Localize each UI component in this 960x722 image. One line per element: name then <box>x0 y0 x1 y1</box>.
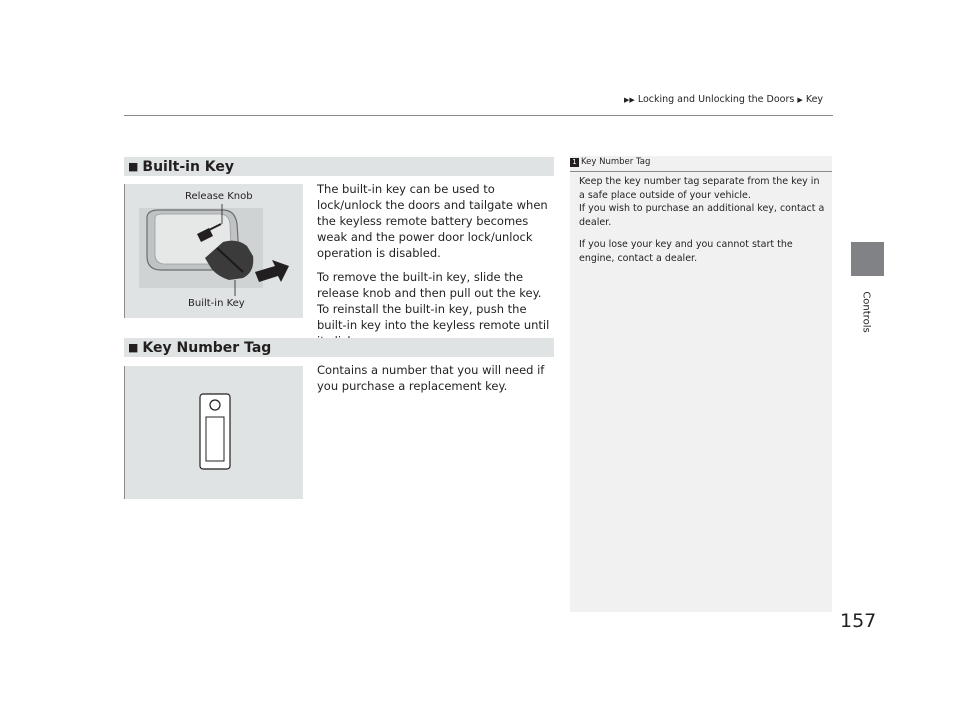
chapter-tab-marker[interactable] <box>851 242 884 276</box>
side-note-text <box>579 175 827 274</box>
header-divider <box>124 115 833 116</box>
section-title: Key Number Tag <box>142 340 272 356</box>
note-number-icon: 1 <box>570 158 579 167</box>
figure-label-built-in-key: Built-in Key <box>188 298 245 309</box>
body-paragraph: The built-in key can be used to lock/unlock the doors and tailgate when the keyless remote battery becomes weak and the power door lock/unlock operation is disabled. <box>317 182 548 260</box>
key-number-tag-body <box>317 362 557 402</box>
page-number: 157 <box>840 610 877 632</box>
side-note-divider <box>570 171 832 172</box>
side-note-paragraph: Keep the key number tag separate from the key in a safe place outside of your vehicle. If you wish to purchase an additional key, contact a dealer. <box>579 176 825 228</box>
section-header-built-in-key <box>124 157 554 176</box>
side-note-title <box>570 157 650 167</box>
side-note-title-text: Key Number Tag <box>581 157 651 167</box>
section-title: Built-in Key <box>142 159 235 175</box>
breadcrumb-item[interactable]: Locking and Unlocking the Doors <box>637 94 795 105</box>
chapter-tab-label[interactable]: Controls <box>860 291 872 333</box>
key-tag-illustration <box>125 366 303 499</box>
body-paragraph: Contains a number that you will need if you purchase a replacement key. <box>317 363 545 393</box>
side-note-paragraph: If you lose your key and you cannot start the engine, contact a dealer. <box>579 239 793 264</box>
body-paragraph: To remove the built-in key, slide the release knob and then pull out the key. To reinstall the built-in key, push the built-in key into the keyless remote until <box>317 270 550 332</box>
breadcrumb-item[interactable]: Key <box>805 94 824 105</box>
double-chevron-right-icon: ▶▶ <box>624 96 635 104</box>
figure-label-release-knob: Release Knob <box>185 191 253 202</box>
section-header-key-number-tag <box>124 338 554 357</box>
square-bullet-icon: ■ <box>128 341 139 354</box>
square-bullet-icon: ■ <box>128 160 139 173</box>
breadcrumb <box>624 94 823 105</box>
chevron-right-icon: ▶ <box>797 96 803 104</box>
built-in-key-body <box>317 181 557 357</box>
key-number-tag-illustration <box>124 366 303 499</box>
